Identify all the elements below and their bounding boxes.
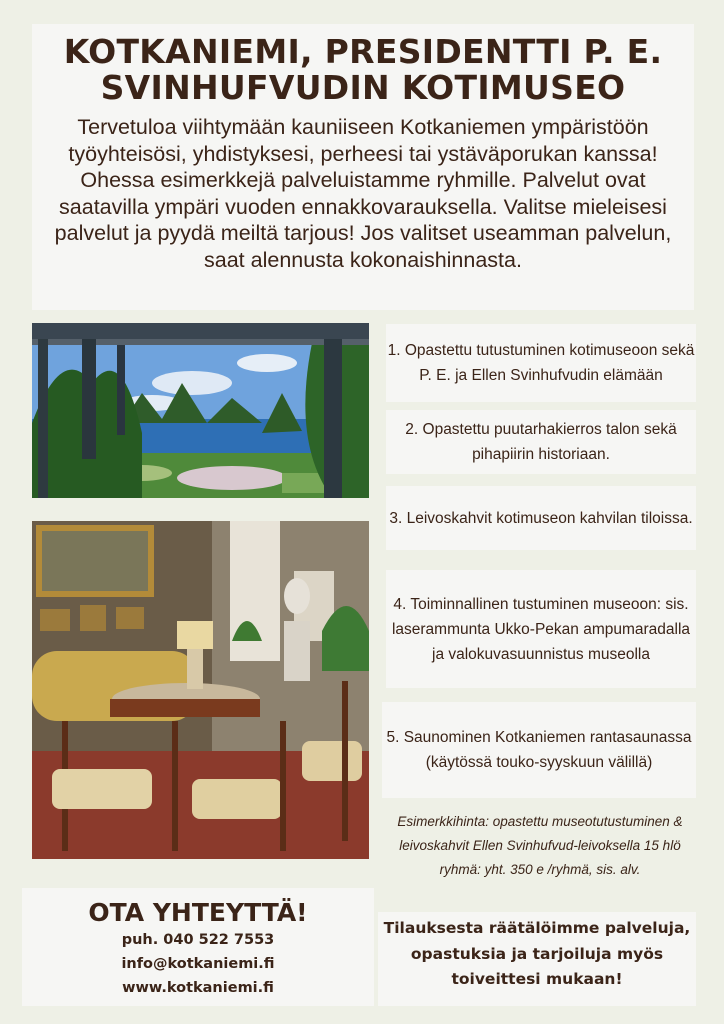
salon-interior-photo — [32, 521, 369, 859]
example-price: Esimerkkihinta: opastettu museotutustuminen & leivoskahvit Ellen Svinhufvud-leivoksella 15 hlö ryhmä: yht. 350 e /ryhmä, sis. alv. — [397, 814, 683, 877]
page-title: KOTKANIEMI, PRESIDENTTI P. E. SVINHUFVUDIN KOTIMUSEO — [63, 32, 663, 107]
service-item-5 — [382, 702, 696, 798]
contact-website[interactable]: www.kotkaniemi.fi — [122, 980, 274, 996]
contact-title: OTA YHTEYTTÄ! — [88, 898, 308, 927]
service-text: 3. Leivoskahvit kotimuseon kahvilan tiloissa. — [389, 509, 693, 527]
header-box — [32, 24, 694, 310]
service-text: 2. Opastettu puutarhakierros talon sekä pihapiirin historiaan. — [405, 421, 677, 463]
service-item-4 — [386, 570, 696, 688]
service-item-3 — [386, 486, 696, 550]
contact-box — [22, 888, 374, 1006]
service-item-2 — [386, 410, 696, 474]
contact-phone[interactable]: puh. 040 522 7553 — [121, 932, 275, 948]
service-text: 4. Toiminnallinen tustuminen museoon: sis. laserammunta Ukko-Pekan ampumaradalla ja valokuvasuunnistus museolla — [391, 595, 691, 663]
lake-view-photo — [32, 323, 369, 498]
service-item-1 — [386, 324, 696, 402]
custom-offer-note: Tilauksesta räätälöimme palveluja, opastuksia ja tarjoiluja myös toiveittesi mukaan! — [378, 912, 696, 1006]
service-text: 5. Saunominen Kotkaniemen rantasaunassa (käytössä touko-syyskuun välillä) — [386, 729, 692, 771]
intro-text: Tervetuloa viihtymään kauniiseen Kotkaniemen ympäristöön työyhteisösi, yhdistyksesi, perheesi tai ystäväporukan kanssa! Ohessa esimerkkejä palveluistamme ryhmille. Palvelut ovat saatavilla ympäri vuoden ennakkovarauksella. Valitse mieleisesi palvelut ja pyydä meiltä tarjous! Jos valitset useamman palvelun, saat alennusta kokonaishinnasta. — [54, 115, 672, 272]
service-text: 1. Opastettu tutustuminen kotimuseoon sekä P. E. ja Ellen Svinhufvudin elämään — [387, 342, 695, 384]
contact-email[interactable]: info@kotkaniemi.fi — [121, 956, 275, 972]
